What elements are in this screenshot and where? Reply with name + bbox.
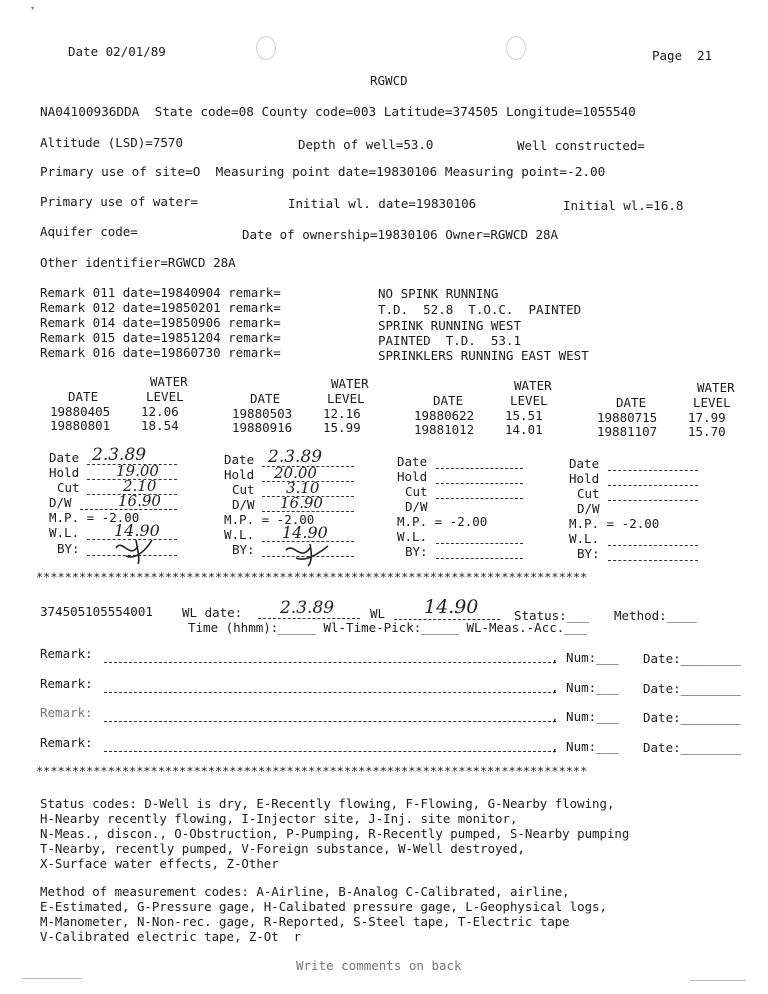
remark-row-date[interactable]: Date:________: [643, 651, 741, 666]
label-by: BY:: [405, 544, 428, 559]
remark-row-date[interactable]: Date:________: [643, 681, 741, 696]
cell-level: 15.70: [688, 424, 726, 439]
initial-wl-date: Initial wl. date=19830106: [288, 196, 477, 211]
remark-row-num[interactable]: , Num:___: [551, 650, 619, 665]
cell-date: 19880405: [50, 404, 111, 419]
value-hold[interactable]: 20.00: [274, 464, 317, 482]
remark-row-label: Remark:: [40, 735, 93, 750]
col-header-date: DATE: [68, 389, 99, 404]
label-wl: W.L.: [569, 531, 600, 546]
wl-date-label: WL date:: [182, 605, 243, 620]
code-line: Method of measurement codes: A-Airline, B-Analog C-Calibrated, airline,: [40, 884, 570, 899]
line-cut[interactable]: [436, 498, 523, 499]
remark-text: SPRINKLERS RUNNING EAST WEST: [378, 348, 589, 363]
cell-level: 12.06: [141, 404, 179, 419]
value-dw[interactable]: 16.90: [280, 494, 323, 512]
remark-row-label: Remark:: [40, 705, 93, 720]
aquifer-code: Aquifer code=: [40, 224, 138, 239]
remark-text: NO SPINK RUNNING: [378, 286, 499, 301]
label-date: Date: [224, 452, 255, 467]
remark-label: Remark 014 date=19850906 remark=: [40, 315, 281, 330]
remark-row-line[interactable]: [104, 721, 556, 722]
corner-mark: ▾: [30, 4, 36, 14]
label-mp: M.P. = -2.00: [224, 512, 315, 527]
remark-row-line[interactable]: [104, 662, 556, 663]
site-id-line: NA04100936DDA State code=08 County code=003 Latitude=374505 Longitude=1055540: [40, 104, 636, 119]
remark-text: T.D. 52.8 T.O.C. PAINTED: [378, 302, 582, 317]
label-hold: Hold: [397, 469, 428, 484]
remark-row-date[interactable]: Date:________: [643, 710, 741, 725]
star-separator: *****************************************************************************: [36, 764, 588, 778]
value-cut[interactable]: 3.10: [286, 479, 320, 497]
label-mp: M.P. = -2.00: [569, 516, 660, 531]
altitude: Altitude (LSD)=7570: [40, 135, 183, 150]
label-cut: Cut: [405, 484, 428, 499]
well-depth: Depth of well=53.0: [298, 137, 434, 152]
wl-value[interactable]: 14.90: [424, 596, 479, 618]
value-dw[interactable]: 16.90: [118, 492, 161, 510]
cell-level: 14.01: [505, 422, 543, 437]
code-line: M-Manometer, N-Non-rec. gage, R-Reported, S-Steel tape, T-Electric tape: [40, 914, 570, 929]
cell-date: 19880801: [50, 418, 111, 433]
label-date: Date: [49, 450, 80, 465]
line-by[interactable]: [608, 560, 698, 561]
remark-label: Remark 015 date=19851204 remark=: [40, 330, 281, 345]
value-hold[interactable]: 19.00: [116, 462, 159, 480]
label-mp: M.P. = -2.00: [49, 510, 140, 525]
label-by: BY:: [577, 546, 600, 561]
cell-level: 15.99: [323, 420, 361, 435]
label-dw: D/W: [577, 501, 600, 516]
label-wl: W.L.: [224, 527, 255, 542]
remark-row-line[interactable]: [104, 751, 556, 752]
label-cut: Cut: [232, 482, 255, 497]
label-hold: Hold: [224, 467, 255, 482]
remark-label: Remark 016 date=19860730 remark=: [40, 345, 281, 360]
value-wl[interactable]: 14.90: [114, 521, 160, 540]
cell-level: 12.16: [323, 406, 361, 421]
line-date[interactable]: [436, 468, 523, 469]
wl-label: WL: [370, 606, 386, 621]
initial-wl: Initial wl.=16.8: [563, 198, 684, 213]
label-cut: Cut: [57, 480, 80, 495]
cell-date: 19880503: [232, 406, 293, 421]
value-date[interactable]: 2.3.89: [268, 447, 323, 467]
ownership: Date of ownership=19830106 Owner=RGWCD 28A: [242, 227, 559, 242]
col-header-level: LEVEL: [146, 389, 184, 404]
bottom-edge-line: [690, 980, 746, 981]
label-dw: D/W: [232, 497, 255, 512]
remark-label: Remark 012 date=19850201 remark=: [40, 300, 281, 315]
line-date[interactable]: [608, 470, 698, 471]
label-wl: W.L.: [49, 525, 80, 540]
line-hold[interactable]: [436, 483, 523, 484]
cell-level: 18.54: [141, 418, 179, 433]
col-header-date: DATE: [250, 391, 281, 406]
label-wl: W.L.: [397, 529, 428, 544]
punch-hole-left: [256, 36, 276, 60]
line-by[interactable]: [436, 558, 523, 559]
label-dw: D/W: [49, 495, 72, 510]
remark-row-date[interactable]: Date:________: [643, 740, 741, 755]
remark-text: PAINTED T.D. 53.1: [378, 333, 521, 348]
cell-level: 17.99: [688, 410, 726, 425]
remark-row-num[interactable]: , Num:___: [551, 739, 619, 754]
label-date: Date: [569, 456, 600, 471]
value-wl[interactable]: 14.90: [282, 523, 328, 542]
remark-label: Remark 011 date=19840904 remark=: [40, 285, 281, 300]
remark-row-label: Remark:: [40, 676, 93, 691]
label-hold: Hold: [569, 471, 600, 486]
other-identifier: Other identifier=RGWCD 28A: [40, 255, 236, 270]
remark-row-label: Remark:: [40, 646, 93, 661]
remark-row-num[interactable]: , Num:___: [551, 680, 619, 695]
code-line: H-Nearby recently flowing, I-Injector site, J-Inj. site monitor,: [40, 811, 518, 826]
bottom-edge-line: [22, 978, 82, 979]
col-header-level: LEVEL: [510, 393, 548, 408]
remark-text: SPRINK RUNNING WEST: [378, 318, 521, 333]
primary-use-water: Primary use of water=: [40, 194, 199, 209]
value-date[interactable]: 2.3.89: [92, 445, 147, 465]
label-dw: D/W: [405, 499, 428, 514]
footer-note: Write comments on back: [296, 958, 462, 973]
label-by: BY:: [57, 541, 80, 556]
org-title: RGWCD: [370, 73, 408, 88]
star-separator: *****************************************************************************: [36, 570, 588, 584]
cell-date: 19880916: [232, 420, 293, 435]
initials-signature: [280, 538, 340, 568]
remark-row-line[interactable]: [104, 692, 556, 693]
wl-date-line[interactable]: [258, 618, 360, 619]
line-hold[interactable]: [608, 485, 698, 486]
col-header-water: WATER: [697, 380, 735, 395]
wl-date-value[interactable]: 2.3.89: [280, 598, 335, 618]
col-header-level: LEVEL: [327, 391, 365, 406]
well-constructed: Well constructed=: [517, 138, 645, 153]
site-number: 374505105554001: [40, 604, 153, 619]
col-header-water: WATER: [150, 374, 188, 389]
code-line: T-Nearby, recently pumped, V-Foreign substance, W-Well destroyed,: [40, 841, 525, 856]
code-line: Status codes: D-Well is dry, E-Recently flowing, F-Flowing, G-Nearby flowing,: [40, 796, 615, 811]
line-wl[interactable]: [436, 543, 523, 544]
col-header-date: DATE: [616, 395, 647, 410]
page-number: Page 21: [652, 48, 713, 63]
cell-date: 19881107: [597, 424, 658, 439]
code-line: V-Calibrated electric tape, Z-Ot r: [40, 929, 302, 944]
cell-date: 19881012: [414, 422, 475, 437]
cell-date: 19880622: [414, 408, 475, 423]
initials-signature: [108, 534, 168, 566]
punch-hole-right: [506, 36, 526, 60]
primary-use-site: Primary use of site=O Measuring point date=19830106 Measuring point=-2.00: [40, 164, 606, 179]
line-cut[interactable]: [608, 500, 698, 501]
code-line: N-Meas., discon., O-Obstruction, P-Pumping, R-Recently pumped, S-Nearby pumping: [40, 826, 630, 841]
time-line[interactable]: Time (hhmm):_____ Wl-Time-Pick:_____ WL-Meas.-Acc.___: [188, 620, 587, 635]
label-cut: Cut: [577, 486, 600, 501]
line-wl[interactable]: [608, 545, 698, 546]
label-date: Date: [397, 454, 428, 469]
code-line: E-Estimated, G-Pressure gage, H-Calibated pressure gage, L-Geophysical logs,: [40, 899, 607, 914]
cell-date: 19880715: [597, 410, 658, 425]
col-header-level: LEVEL: [693, 395, 731, 410]
cell-level: 15.51: [505, 408, 543, 423]
col-header-water: WATER: [514, 378, 552, 393]
value-cut[interactable]: 2.10: [123, 477, 157, 495]
label-hold: Hold: [49, 465, 80, 480]
col-header-water: WATER: [331, 376, 369, 391]
code-line: X-Surface water effects, Z-Other: [40, 856, 279, 871]
remark-row-num[interactable]: , Num:___: [551, 709, 619, 724]
col-header-date: DATE: [433, 393, 464, 408]
method-field[interactable]: Method:____: [614, 608, 697, 623]
report-date: Date 02/01/89: [68, 44, 166, 59]
status-field[interactable]: Status:___: [514, 608, 590, 623]
label-mp: M.P. = -2.00: [397, 514, 488, 529]
label-by: BY:: [232, 542, 255, 557]
